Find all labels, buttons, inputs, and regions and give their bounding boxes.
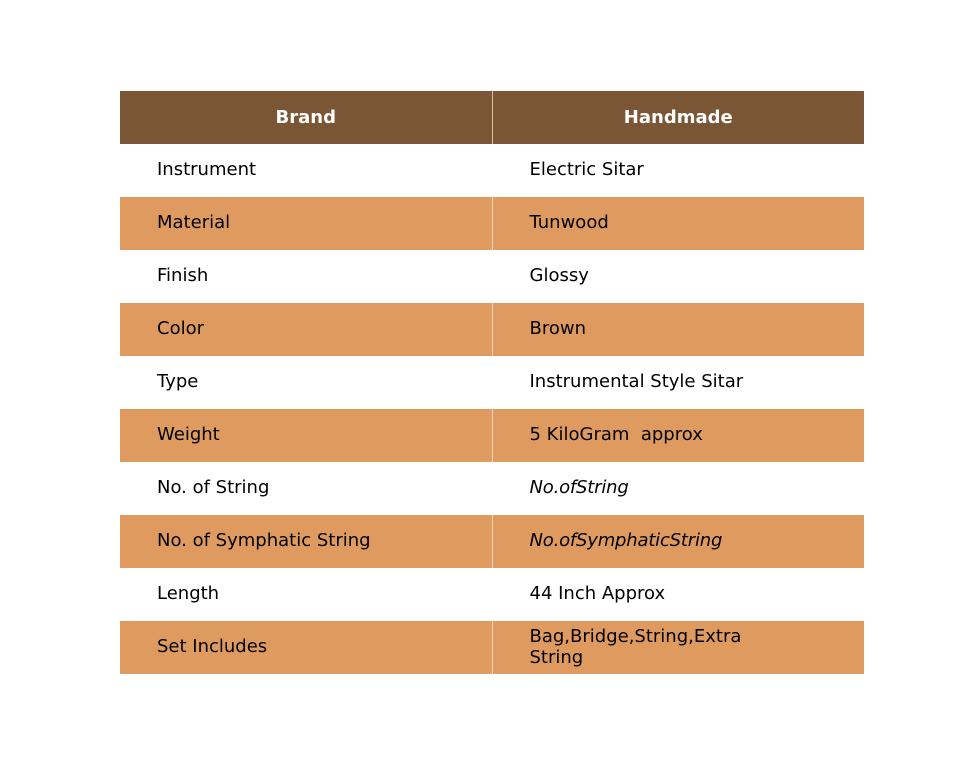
- row-value: Tunwood: [492, 197, 864, 250]
- row-label: No. of Symphatic String: [120, 515, 492, 568]
- table-row: [120, 621, 864, 674]
- header-brand: Brand: [120, 91, 492, 144]
- row-value: Brown: [492, 303, 864, 356]
- table-row: [120, 250, 864, 303]
- row-value: Instrumental Style Sitar: [492, 356, 864, 409]
- table-row: [120, 197, 864, 250]
- row-value: Bag,Bridge,String,Extra String: [492, 621, 864, 674]
- header-handmade: Handmade: [492, 91, 864, 144]
- row-label: Finish: [120, 250, 492, 303]
- table-row: [120, 515, 864, 568]
- row-label: Type: [120, 356, 492, 409]
- table-row: [120, 462, 864, 515]
- row-label: Color: [120, 303, 492, 356]
- row-label: Set Includes: [120, 621, 492, 674]
- table-row: [120, 303, 864, 356]
- row-value: Glossy: [492, 250, 864, 303]
- table-row: [120, 144, 864, 197]
- table-row: [120, 568, 864, 621]
- row-value: No.ofSymphaticString: [492, 515, 864, 568]
- row-value: Electric Sitar: [492, 144, 864, 197]
- row-value: 5 KiloGram approx: [492, 409, 864, 462]
- row-label: Material: [120, 197, 492, 250]
- table-row: [120, 409, 864, 462]
- row-label: Weight: [120, 409, 492, 462]
- table-header-row: [120, 91, 864, 144]
- row-label: Length: [120, 568, 492, 621]
- row-label: Instrument: [120, 144, 492, 197]
- specification-table: [120, 91, 864, 674]
- row-value: 44 Inch Approx: [492, 568, 864, 621]
- row-label: No. of String: [120, 462, 492, 515]
- table-row: [120, 356, 864, 409]
- row-value: No.ofString: [492, 462, 864, 515]
